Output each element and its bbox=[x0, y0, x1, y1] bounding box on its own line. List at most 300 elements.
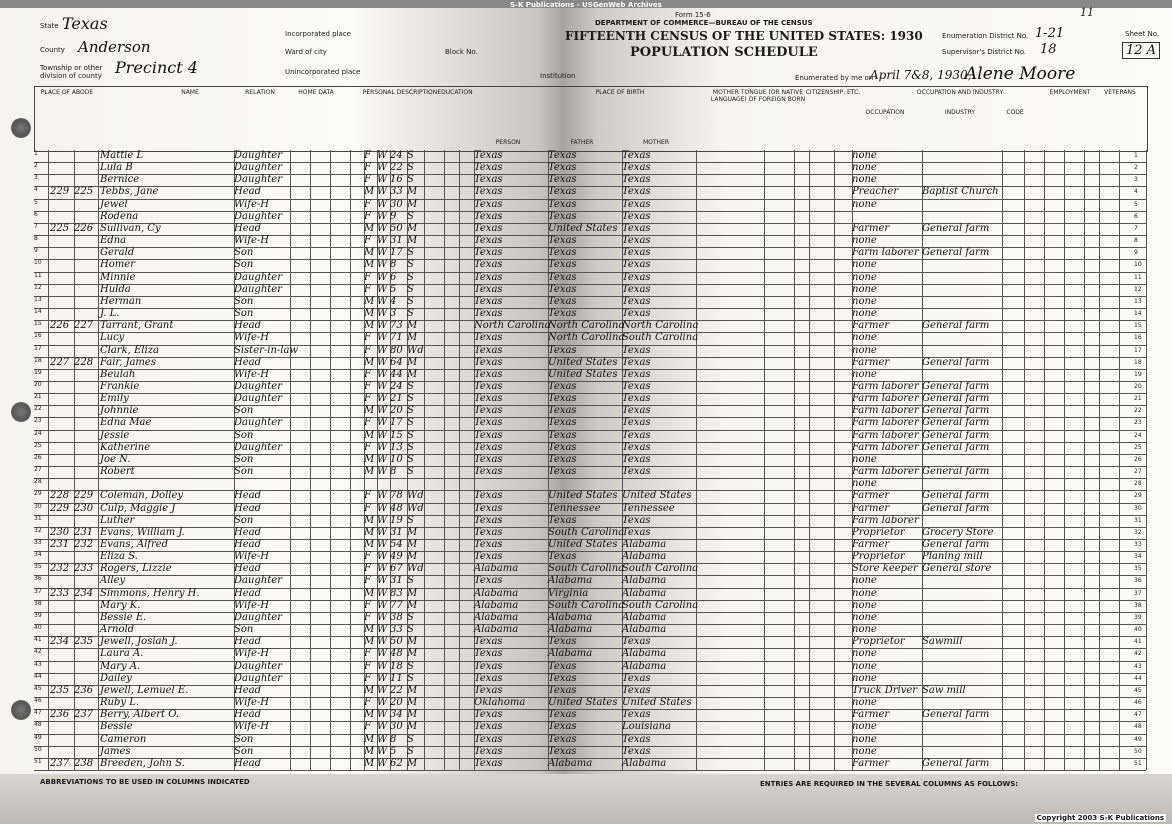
cell-rel: Head bbox=[234, 222, 262, 234]
cell-race: W bbox=[377, 721, 388, 733]
table-row bbox=[34, 746, 1146, 758]
cell-race: W bbox=[377, 405, 388, 417]
cell-ms: S bbox=[407, 429, 414, 441]
cell-rel: Head bbox=[234, 539, 262, 551]
cell-name: Homer bbox=[100, 259, 135, 271]
cell-n: 8 bbox=[34, 235, 38, 243]
cell-rel: Son bbox=[234, 295, 254, 307]
cell-m: Texas bbox=[622, 150, 651, 161]
cell-sex: M bbox=[364, 709, 375, 721]
cell-occ: Proprietor bbox=[852, 636, 905, 648]
cell-f: Texas bbox=[548, 733, 577, 745]
table-row bbox=[34, 357, 1146, 369]
table-row bbox=[34, 417, 1146, 429]
cell-occ: Farm laborer bbox=[852, 417, 919, 429]
cell-m: Louisiana bbox=[622, 721, 671, 733]
cell-race: W bbox=[377, 441, 388, 453]
cell-ms: S bbox=[407, 210, 414, 222]
row-number-right: 29 bbox=[1134, 492, 1142, 500]
cell-n: 45 bbox=[34, 684, 42, 692]
cell-m: Texas bbox=[622, 393, 651, 405]
cell-p: Texas bbox=[474, 368, 503, 380]
cell-age: 15 bbox=[390, 429, 403, 441]
cell-p: Texas bbox=[474, 539, 503, 551]
table-row bbox=[34, 430, 1146, 442]
entries-required-heading: ENTRIES ARE REQUIRED IN THE SEVERAL COLUMNS AS FOLLOWS: bbox=[760, 780, 1019, 788]
cell-ind: General farm bbox=[922, 466, 990, 478]
cell-name: Mattie L bbox=[100, 150, 144, 161]
cell-race: W bbox=[377, 198, 388, 210]
cell-ind: General farm bbox=[922, 247, 990, 259]
cell-n: 40 bbox=[34, 624, 42, 632]
cell-p: Texas bbox=[474, 745, 503, 757]
cell-sex: F bbox=[364, 283, 371, 295]
cell-ind: General farm bbox=[922, 356, 990, 368]
cell-age: 3 bbox=[390, 308, 397, 320]
cell-sex: F bbox=[364, 441, 371, 453]
table-row bbox=[34, 247, 1146, 259]
cell-m: Texas bbox=[622, 429, 651, 441]
table-row bbox=[34, 478, 1146, 490]
cell-f: Texas bbox=[548, 344, 577, 356]
cell-ms: M bbox=[407, 721, 418, 733]
row-number-right: 43 bbox=[1134, 662, 1142, 670]
cell-race: W bbox=[377, 502, 388, 514]
cell-rel: Daughter bbox=[234, 660, 282, 672]
top-corner-mark: 11 bbox=[1080, 6, 1094, 19]
cell-rel: Head bbox=[234, 587, 262, 599]
cell-rel: Wife-H bbox=[234, 721, 270, 733]
cell-ind: General farm bbox=[922, 417, 990, 429]
cell-name: Jewel bbox=[100, 198, 128, 210]
cell-ind: Baptist Church bbox=[922, 186, 999, 198]
cell-race: W bbox=[377, 368, 388, 380]
cell-name: Emily bbox=[100, 393, 129, 405]
cell-rel: Head bbox=[234, 684, 262, 696]
cell-name: Mary K. bbox=[100, 599, 141, 611]
cell-m: Texas bbox=[622, 441, 651, 453]
cell-f: United States bbox=[548, 368, 618, 380]
table-row bbox=[34, 211, 1146, 223]
cell-n: 11 bbox=[34, 271, 42, 279]
county-label: County bbox=[40, 46, 65, 54]
table-row bbox=[34, 575, 1146, 587]
cell-ms: S bbox=[407, 453, 414, 465]
cell-occ: none bbox=[852, 697, 877, 709]
cell-p: Texas bbox=[474, 344, 503, 356]
cell-occ: none bbox=[852, 162, 877, 174]
cell-name: Clark, Eliza bbox=[100, 344, 159, 356]
cell-name: Laura A. bbox=[100, 648, 144, 660]
cell-f: Texas bbox=[548, 380, 577, 392]
cell-dw: 231 bbox=[50, 539, 70, 551]
cell-n: 15 bbox=[34, 320, 42, 328]
row-number-right: 17 bbox=[1134, 346, 1142, 354]
row-number-right: 6 bbox=[1134, 212, 1138, 220]
cell-p: Texas bbox=[474, 490, 503, 502]
row-number-right: 9 bbox=[1134, 249, 1138, 257]
cell-sex: F bbox=[364, 551, 371, 563]
cell-p: Texas bbox=[474, 672, 503, 684]
cell-age: 5 bbox=[390, 745, 397, 757]
cell-name: Luther bbox=[100, 514, 135, 526]
cell-m: United States bbox=[622, 490, 692, 502]
cell-sex: M bbox=[364, 453, 375, 465]
cell-sex: F bbox=[364, 611, 371, 623]
cell-occ: Farm laborer bbox=[852, 247, 919, 259]
cell-rel: Son bbox=[234, 259, 254, 271]
cell-race: W bbox=[377, 186, 388, 198]
row-number-right: 19 bbox=[1134, 370, 1142, 378]
cell-race: W bbox=[377, 587, 388, 599]
cell-ms: S bbox=[407, 441, 414, 453]
cell-ind: Sawmill bbox=[922, 636, 963, 648]
cell-name: J. L. bbox=[100, 308, 120, 320]
cell-ms: S bbox=[407, 174, 414, 186]
cell-sex: F bbox=[364, 660, 371, 672]
cell-f: South Carolina bbox=[548, 563, 625, 575]
cell-m: Texas bbox=[622, 453, 651, 465]
cell-rel: Daughter bbox=[234, 271, 282, 283]
cell-rel: Wife-H bbox=[234, 599, 270, 611]
cell-sex: M bbox=[364, 466, 375, 478]
row-number-right: 24 bbox=[1134, 431, 1142, 439]
cell-m: Alabama bbox=[622, 575, 667, 587]
enum-district-value: 1-21 bbox=[1035, 26, 1065, 41]
cell-occ: Farm laborer bbox=[852, 466, 919, 478]
cell-p: Texas bbox=[474, 259, 503, 271]
cell-m: Texas bbox=[622, 745, 651, 757]
cell-p: Texas bbox=[474, 575, 503, 587]
cell-n: 10 bbox=[34, 259, 42, 267]
cell-age: 71 bbox=[390, 332, 403, 344]
cell-f: Texas bbox=[548, 271, 577, 283]
cell-occ: none bbox=[852, 660, 877, 672]
cell-n: 29 bbox=[34, 490, 42, 498]
cell-name: Minnie bbox=[100, 271, 136, 283]
row-number-right: 15 bbox=[1134, 322, 1142, 330]
row-number-right: 38 bbox=[1134, 601, 1142, 609]
cell-occ: Farmer bbox=[852, 539, 890, 551]
cell-dw: 233 bbox=[50, 587, 70, 599]
cell-occ: Farm laborer bbox=[852, 429, 919, 441]
cell-ind: Grocery Store bbox=[922, 526, 994, 538]
cell-sex: M bbox=[364, 757, 375, 769]
row-number-right: 32 bbox=[1134, 528, 1142, 536]
cell-f: Alabama bbox=[548, 575, 593, 587]
table-row bbox=[34, 454, 1146, 466]
cell-fam: 228 bbox=[74, 356, 94, 368]
schedule-title: POPULATION SCHEDULE bbox=[630, 45, 818, 60]
cell-sex: F bbox=[364, 198, 371, 210]
cell-occ: none bbox=[852, 599, 877, 611]
cell-race: W bbox=[377, 210, 388, 222]
cell-occ: none bbox=[852, 174, 877, 186]
cell-m: Texas bbox=[622, 198, 651, 210]
cell-rel: Daughter bbox=[234, 174, 282, 186]
cell-ms: S bbox=[407, 660, 414, 672]
cell-ms: Wd bbox=[407, 344, 424, 356]
row-number-right: 8 bbox=[1134, 237, 1138, 245]
cell-f: South Carolina bbox=[548, 526, 625, 538]
cell-race: W bbox=[377, 733, 388, 745]
cell-race: W bbox=[377, 235, 388, 247]
cell-f: Texas bbox=[548, 247, 577, 259]
row-number-right: 5 bbox=[1134, 200, 1138, 208]
cell-n: 39 bbox=[34, 611, 42, 619]
cell-n: 13 bbox=[34, 295, 42, 303]
col-group-education: EDUCATION bbox=[437, 89, 473, 96]
cell-p: Texas bbox=[474, 235, 503, 247]
cell-occ: none bbox=[852, 478, 877, 490]
cell-ind: Saw mill bbox=[922, 684, 966, 696]
cell-f: Texas bbox=[548, 429, 577, 441]
cell-rel: Wife-H bbox=[234, 648, 270, 660]
cell-age: 13 bbox=[390, 441, 403, 453]
cell-name: Cameron bbox=[100, 733, 147, 745]
unincorporated-label: Unincorporated place bbox=[285, 68, 361, 76]
cell-name: Joe N. bbox=[100, 453, 131, 465]
cell-m: Tennessee bbox=[622, 502, 675, 514]
cell-n: 28 bbox=[34, 478, 42, 486]
cell-f: South Carolina bbox=[548, 599, 625, 611]
table-row bbox=[34, 648, 1146, 660]
cell-age: 16 bbox=[390, 174, 403, 186]
row-number-right: 49 bbox=[1134, 735, 1142, 743]
col-group-name: NAME bbox=[181, 89, 199, 96]
cell-p: Texas bbox=[474, 150, 503, 161]
cell-race: W bbox=[377, 380, 388, 392]
cell-race: W bbox=[377, 514, 388, 526]
cell-sex: M bbox=[364, 526, 375, 538]
cell-ms: M bbox=[407, 697, 418, 709]
cell-ms: Wd bbox=[407, 490, 424, 502]
table-row bbox=[34, 442, 1146, 454]
cell-m: Texas bbox=[622, 417, 651, 429]
row-number-right: 23 bbox=[1134, 419, 1142, 427]
cell-rel: Head bbox=[234, 526, 262, 538]
cell-sex: M bbox=[364, 356, 375, 368]
cell-ms: M bbox=[407, 539, 418, 551]
binder-hole bbox=[11, 402, 31, 422]
cell-name: Coleman, Dolley bbox=[100, 490, 184, 502]
table-row bbox=[34, 721, 1146, 733]
cell-sex: F bbox=[364, 344, 371, 356]
cell-name: Katherine bbox=[100, 441, 151, 453]
cell-sex: F bbox=[364, 174, 371, 186]
cell-p: Oklahoma bbox=[474, 697, 526, 709]
cell-name: Culp, Maggie J bbox=[100, 502, 176, 514]
table-row bbox=[34, 466, 1146, 478]
cell-n: 26 bbox=[34, 453, 42, 461]
cell-m: Texas bbox=[622, 405, 651, 417]
table-row bbox=[34, 709, 1146, 721]
row-number-right: 4 bbox=[1134, 188, 1138, 196]
cell-n: 18 bbox=[34, 356, 42, 364]
cell-rel: Wife-H bbox=[234, 332, 270, 344]
cell-p: Texas bbox=[474, 308, 503, 320]
cell-race: W bbox=[377, 709, 388, 721]
cell-sex: F bbox=[364, 235, 371, 247]
cell-occ: Farmer bbox=[852, 709, 890, 721]
cell-p: Texas bbox=[474, 502, 503, 514]
cell-dw: 237 bbox=[50, 757, 70, 769]
cell-occ: none bbox=[852, 368, 877, 380]
cell-rel: Head bbox=[234, 757, 262, 769]
cell-p: Texas bbox=[474, 283, 503, 295]
cell-rel: Son bbox=[234, 745, 254, 757]
cell-p: Texas bbox=[474, 684, 503, 696]
cell-n: 35 bbox=[34, 563, 42, 571]
cell-race: W bbox=[377, 417, 388, 429]
table-row bbox=[34, 150, 1146, 162]
form-number: Form 15-6 bbox=[675, 11, 711, 19]
cell-fam: 236 bbox=[74, 684, 94, 696]
cell-occ: none bbox=[852, 198, 877, 210]
cell-occ: none bbox=[852, 745, 877, 757]
cell-sex: F bbox=[364, 648, 371, 660]
cell-name: Ruby L. bbox=[100, 697, 140, 709]
cell-age: 22 bbox=[390, 684, 403, 696]
enumerated-date: April 7&8, 1930, bbox=[870, 68, 972, 82]
cell-occ: none bbox=[852, 672, 877, 684]
col-occupation: OCCUPATION bbox=[865, 109, 905, 116]
cell-n: 34 bbox=[34, 551, 42, 559]
row-number-right: 33 bbox=[1134, 541, 1142, 549]
row-number-right: 3 bbox=[1134, 176, 1138, 184]
cell-n: 51 bbox=[34, 757, 42, 765]
cell-rel: Head bbox=[234, 709, 262, 721]
cell-sex: M bbox=[364, 247, 375, 259]
cell-p: Texas bbox=[474, 380, 503, 392]
cell-n: 2 bbox=[34, 162, 38, 170]
cell-sex: F bbox=[364, 162, 371, 174]
table-column-rule bbox=[1146, 150, 1147, 770]
census-table bbox=[34, 150, 1146, 770]
cell-name: Dailey bbox=[100, 672, 132, 684]
cell-dw: 225 bbox=[50, 222, 70, 234]
cell-race: W bbox=[377, 624, 388, 636]
cell-rel: Head bbox=[234, 320, 262, 332]
col-group-relation: RELATION bbox=[245, 89, 275, 96]
cell-ms: M bbox=[407, 526, 418, 538]
cell-rel: Son bbox=[234, 624, 254, 636]
cell-race: W bbox=[377, 453, 388, 465]
publisher-line: S-K Publications - USGenWeb Archives bbox=[510, 1, 662, 9]
cell-race: W bbox=[377, 575, 388, 587]
cell-sex: F bbox=[364, 368, 371, 380]
cell-fam: 225 bbox=[74, 186, 94, 198]
cell-name: Rogers, Lizzie bbox=[100, 563, 172, 575]
cell-race: W bbox=[377, 684, 388, 696]
cell-occ: none bbox=[852, 344, 877, 356]
row-number-right: 14 bbox=[1134, 310, 1142, 318]
col-group-veterans: VETERANS bbox=[1104, 89, 1136, 96]
cell-p: Texas bbox=[474, 332, 503, 344]
cell-m: South Carolina bbox=[622, 599, 699, 611]
cell-m: Texas bbox=[622, 733, 651, 745]
cell-age: 44 bbox=[390, 368, 403, 380]
col-group-citizenship: CITIZENSHIP, ETC. bbox=[805, 89, 861, 96]
cell-ms: S bbox=[407, 575, 414, 587]
table-row bbox=[34, 381, 1146, 393]
cell-p: Texas bbox=[474, 417, 503, 429]
cell-ind: General farm bbox=[922, 393, 990, 405]
cell-race: W bbox=[377, 660, 388, 672]
cell-occ: none bbox=[852, 283, 877, 295]
row-number-right: 47 bbox=[1134, 711, 1142, 719]
cell-f: Texas bbox=[548, 210, 577, 222]
cell-age: 62 bbox=[390, 757, 403, 769]
table-row bbox=[34, 563, 1146, 575]
cell-ind: General farm bbox=[922, 320, 990, 332]
cell-occ: Farm laborer bbox=[852, 380, 919, 392]
cell-f: Alabama bbox=[548, 757, 593, 769]
cell-age: 50 bbox=[390, 636, 403, 648]
cell-sex: F bbox=[364, 380, 371, 392]
cell-f: Virginia bbox=[548, 587, 589, 599]
cell-p: Texas bbox=[474, 186, 503, 198]
cell-race: W bbox=[377, 295, 388, 307]
cell-m: Texas bbox=[622, 466, 651, 478]
cell-n: 44 bbox=[34, 672, 42, 680]
table-row bbox=[34, 697, 1146, 709]
cell-age: 10 bbox=[390, 453, 403, 465]
cell-rel: Daughter bbox=[234, 417, 282, 429]
cell-m: Alabama bbox=[622, 551, 667, 563]
cell-n: 46 bbox=[34, 697, 42, 705]
table-row bbox=[34, 527, 1146, 539]
cell-ms: S bbox=[407, 271, 414, 283]
cell-n: 48 bbox=[34, 721, 42, 729]
cell-sex: M bbox=[364, 636, 375, 648]
cell-fam: 231 bbox=[74, 526, 94, 538]
cell-f: Texas bbox=[548, 295, 577, 307]
cell-age: 9 bbox=[390, 210, 397, 222]
cell-race: W bbox=[377, 563, 388, 575]
cell-age: 30 bbox=[390, 198, 403, 210]
cell-age: 78 bbox=[390, 490, 403, 502]
col-group-employment: EMPLOYMENT bbox=[1049, 89, 1091, 96]
cell-m: Alabama bbox=[622, 648, 667, 660]
cell-m: Texas bbox=[622, 709, 651, 721]
cell-m: Texas bbox=[622, 308, 651, 320]
cell-p: Alabama bbox=[474, 624, 519, 636]
cell-occ: none bbox=[852, 235, 877, 247]
cell-p: Alabama bbox=[474, 587, 519, 599]
cell-f: United States bbox=[548, 356, 618, 368]
cell-p: Texas bbox=[474, 551, 503, 563]
cell-p: Alabama bbox=[474, 611, 519, 623]
cell-name: Robert bbox=[100, 466, 135, 478]
row-number-right: 25 bbox=[1134, 443, 1142, 451]
row-number-right: 48 bbox=[1134, 723, 1142, 731]
cell-race: W bbox=[377, 320, 388, 332]
cell-occ: none bbox=[852, 332, 877, 344]
cell-occ: none bbox=[852, 295, 877, 307]
cell-f: Texas bbox=[548, 393, 577, 405]
cell-ind: General farm bbox=[922, 502, 990, 514]
cell-p: Texas bbox=[474, 660, 503, 672]
enumerator-name: Alene Moore bbox=[965, 64, 1076, 84]
cell-m: Texas bbox=[622, 514, 651, 526]
cell-rel: Daughter bbox=[234, 380, 282, 392]
cell-sex: M bbox=[364, 308, 375, 320]
cell-age: 17 bbox=[390, 247, 403, 259]
cell-ms: S bbox=[407, 466, 414, 478]
row-number-right: 18 bbox=[1134, 358, 1142, 366]
cell-m: Texas bbox=[622, 356, 651, 368]
